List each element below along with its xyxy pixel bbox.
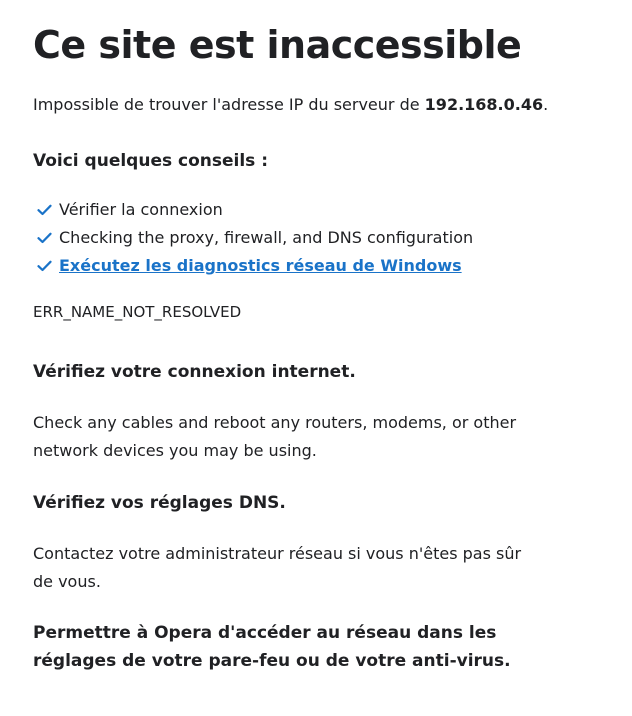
- tip-item: [59, 196, 612, 224]
- checkmark-icon: [37, 252, 53, 280]
- checkmark-icon: [37, 224, 53, 252]
- tips-list: [33, 196, 612, 280]
- section-heading-dns: Vérifiez vos réglages DNS.: [33, 493, 286, 513]
- section-heading-internet: Vérifiez votre connexion internet.: [33, 362, 356, 382]
- summary-prefix: Impossible de trouver l'adresse IP du serveur de: [33, 95, 425, 114]
- tip-item: [59, 252, 612, 280]
- page-title: Ce site est inaccessible: [33, 23, 522, 67]
- section-text-internet: Check any cables and reboot any routers, modems, or other network devices you may be using.: [33, 413, 517, 460]
- section-heading-firewall: Permettre à Opera d'accéder au réseau dans les réglages de votre pare-feu ou de votre anti-virus.: [33, 623, 511, 671]
- summary-suffix: .: [543, 95, 549, 114]
- tip-item: [59, 224, 612, 252]
- checkmark-icon: [37, 196, 53, 224]
- tip-check-connection: Vérifier la connexion: [59, 200, 223, 219]
- tips-heading: Voici quelques conseils :: [33, 151, 269, 171]
- error-summary: [33, 95, 612, 115]
- section-text-dns: Contactez votre administrateur réseau si vous n'êtes pas sûr de vous.: [33, 544, 522, 591]
- windows-network-diagnostics-link[interactable]: Exécutez les diagnostics réseau de Windows: [59, 256, 462, 275]
- error-code: ERR_NAME_NOT_RESOLVED: [33, 303, 242, 321]
- tip-check-proxy-firewall-dns: Checking the proxy, firewall, and DNS configuration: [59, 228, 474, 247]
- server-address: 192.168.0.46: [424, 95, 544, 114]
